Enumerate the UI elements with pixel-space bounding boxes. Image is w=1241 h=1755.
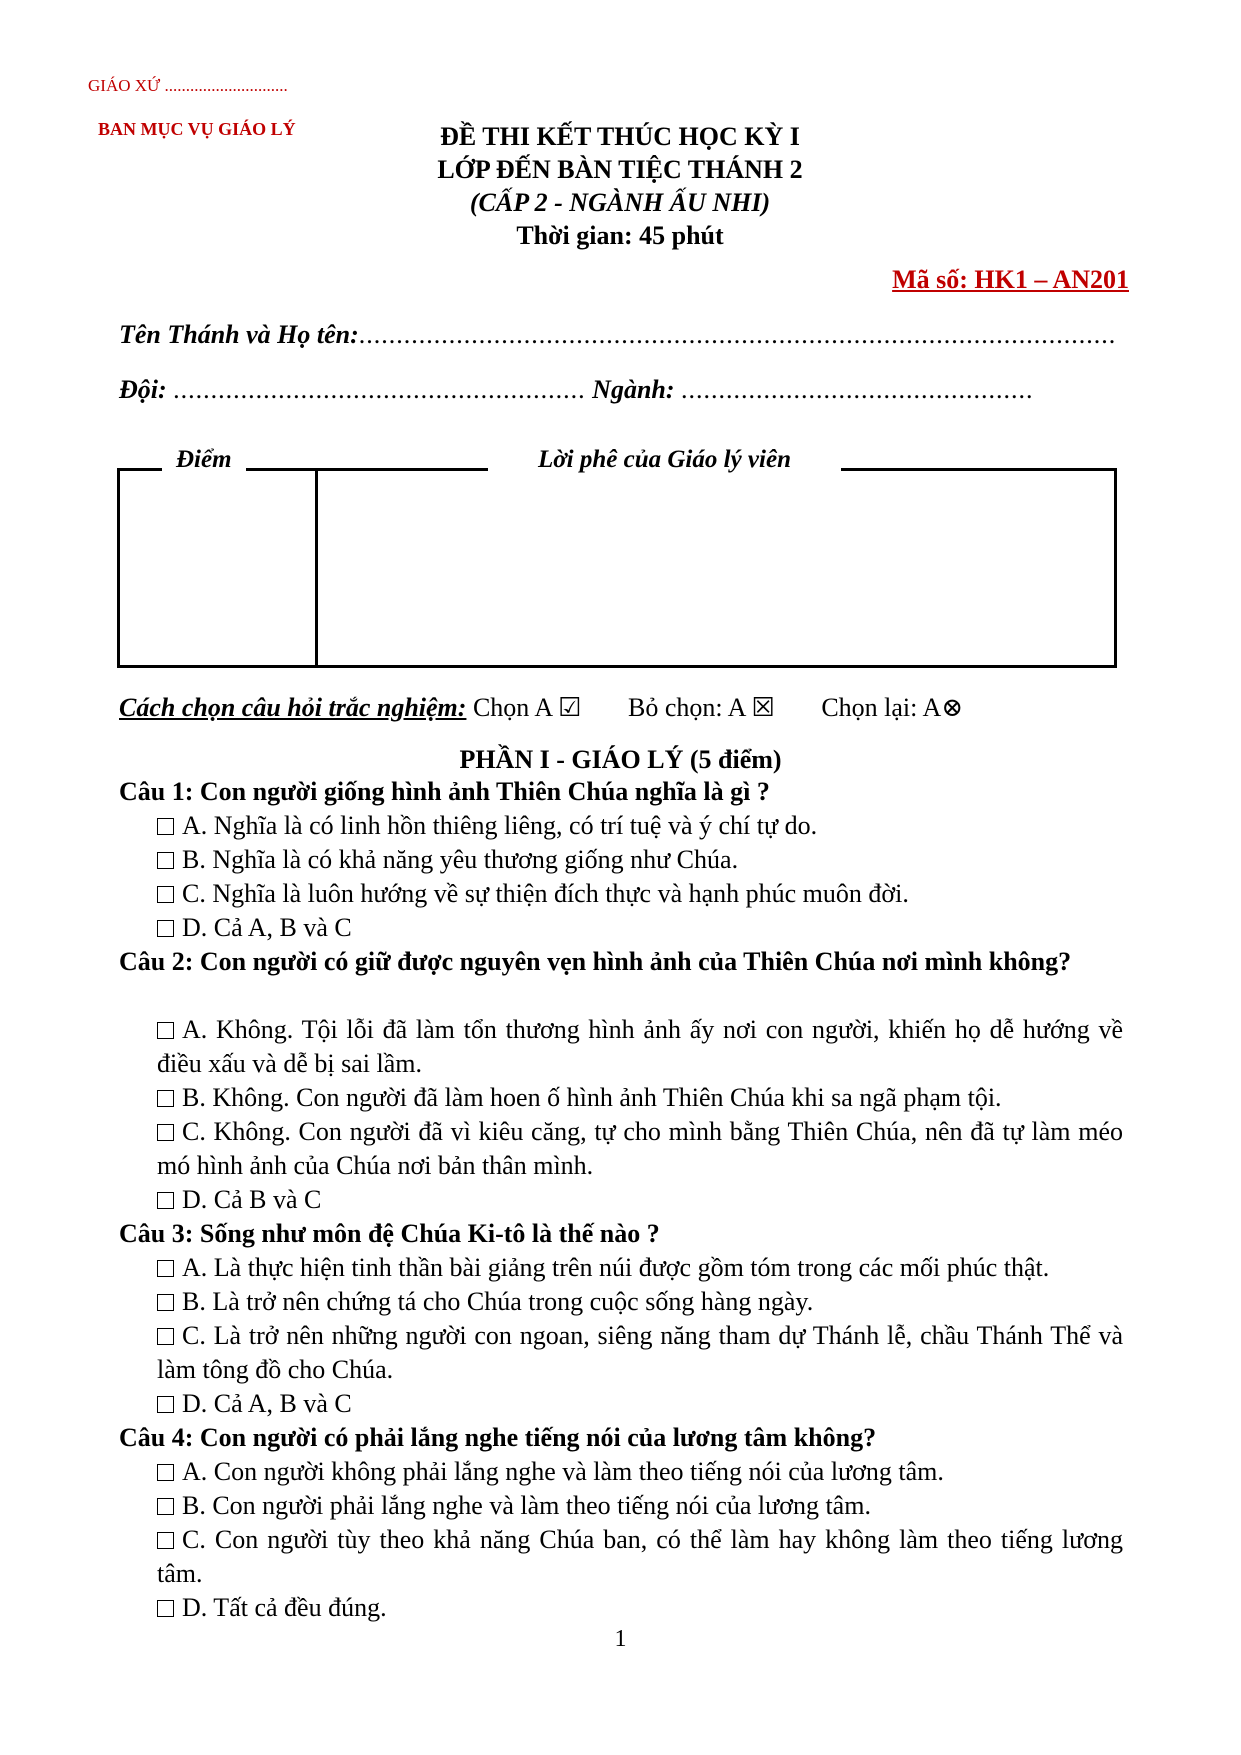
page-number: 1 xyxy=(614,1626,627,1652)
q2-option-c[interactable]: C. Không. Con người đã vì kiêu căng, tự cho mình bằng Thiên Chúa, nên đã tự làm méo mó hình ảnh của Chúa nơi bản thân mình. xyxy=(157,1117,1123,1180)
question-4: Câu 4: Con người có phải lắng nghe tiếng nói của lương tâm không? xyxy=(119,1423,877,1452)
q3-option-a[interactable]: A. Là thực hiện tinh thần bài giảng trên núi được gồm tóm trong các mối phúc thật. xyxy=(157,1251,1123,1285)
select-instruction: Chọn A ☑ xyxy=(472,693,582,722)
checkbox-icon[interactable] xyxy=(157,1532,174,1549)
q4-option-a[interactable]: A. Con người không phải lắng nghe và làm theo tiếng nói của lương tâm. xyxy=(157,1455,1123,1489)
branch-field-label: Ngành: xyxy=(592,375,675,404)
name-field-label: Tên Thánh và Họ tên: xyxy=(119,320,359,349)
part1-title: PHẦN I - GIÁO LÝ (5 điểm) xyxy=(459,745,782,774)
team-field-label: Đội: xyxy=(119,375,167,404)
checkbox-icon[interactable] xyxy=(157,1192,174,1209)
q4-option-c[interactable]: C. Con người tùy theo khả năng Chúa ban, có thể làm hay không làm theo tiếng lương tâm. xyxy=(157,1525,1123,1588)
q2-option-d[interactable]: D. Cả B và C xyxy=(157,1183,1123,1217)
q3-option-b[interactable]: B. Là trở nên chứng tá cho Chúa trong cuộc sống hàng ngày. xyxy=(157,1285,1123,1319)
checkbox-icon[interactable] xyxy=(157,1498,174,1515)
teacher-comment-label: Lời phê của Giáo lý viên xyxy=(488,446,841,474)
checkbox-icon[interactable] xyxy=(157,920,174,937)
exam-title-block xyxy=(380,120,860,252)
q1-option-c[interactable]: C. Nghĩa là luôn hướng về sự thiện đích thực và hạnh phúc muôn đời. xyxy=(157,877,1123,911)
q2-option-a[interactable]: A. Không. Tội lỗi đã làm tổn thương hình ảnh ấy nơi con người, khiến họ dễ hướng về điều xấu và dễ bị sai lầm. xyxy=(157,1015,1123,1078)
exam-code: Mã số: HK1 – AN201 xyxy=(892,265,1129,294)
checkbox-icon[interactable] xyxy=(157,852,174,869)
exam-title: ĐỀ THI KẾT THÚC HỌC KỲ I xyxy=(440,122,800,151)
answer-instructions xyxy=(119,693,963,723)
instructions-label: Cách chọn câu hỏi trắc nghiệm: xyxy=(119,693,467,722)
q1-option-a[interactable]: A. Nghĩa là có linh hồn thiêng liêng, có trí tuệ và ý chí tự do. xyxy=(157,809,1123,843)
level-subtitle: (CẤP 2 - NGÀNH ẤU NHI) xyxy=(469,188,771,217)
name-field[interactable] xyxy=(119,320,1116,350)
checkbox-icon[interactable] xyxy=(157,886,174,903)
question-2: Câu 2: Con người có giữ được nguyên vẹn hình ảnh của Thiên Chúa nơi mình không? xyxy=(119,947,1072,976)
grade-box-divider xyxy=(315,468,318,668)
question-3: Câu 3: Sống như môn đệ Chúa Ki-tô là thế nào ? xyxy=(119,1219,660,1248)
checkbox-icon[interactable] xyxy=(157,1090,174,1107)
team-branch-row xyxy=(119,375,1034,405)
grade-box xyxy=(117,468,1117,668)
q2-option-b[interactable]: B. Không. Con người đã làm hoen ố hình ảnh Thiên Chúa khi sa ngã phạm tội. xyxy=(157,1081,1123,1115)
checkbox-icon[interactable] xyxy=(157,1022,174,1039)
checkbox-icon[interactable] xyxy=(157,818,174,835)
reselect-instruction: Chọn lại: A⊗ xyxy=(821,693,964,722)
checkbox-icon[interactable] xyxy=(157,1328,174,1345)
department-label: BAN MỤC VỤ GIÁO LÝ xyxy=(98,119,296,139)
parish-label: GIÁO XỨ ............................. xyxy=(88,76,288,95)
question-1: Câu 1: Con người giống hình ảnh Thiên Chúa nghĩa là gì ? xyxy=(119,777,770,806)
team-field-dots[interactable]: ....................................................... xyxy=(173,375,586,404)
q3-option-d[interactable]: D. Cả A, B và C xyxy=(157,1387,1123,1421)
checkbox-icon[interactable] xyxy=(157,1124,174,1141)
checkbox-icon[interactable] xyxy=(157,1294,174,1311)
q1-option-d[interactable]: D. Cả A, B và C xyxy=(157,911,1123,945)
class-title: LỚP ĐẾN BÀN TIỆC THÁNH 2 xyxy=(437,155,803,184)
checkbox-icon[interactable] xyxy=(157,1396,174,1413)
q1-option-b[interactable]: B. Nghĩa là có khả năng yêu thương giống như Chúa. xyxy=(157,843,1123,877)
q4-option-d[interactable]: D. Tất cả đều đúng. xyxy=(157,1591,1123,1625)
name-field-dots: ..................................................................................................... xyxy=(358,320,1117,349)
checkbox-icon[interactable] xyxy=(157,1464,174,1481)
deselect-instruction: Bỏ chọn: A ☒ xyxy=(628,693,775,722)
checkbox-icon[interactable] xyxy=(157,1260,174,1277)
q3-option-c[interactable]: C. Là trở nên những người con ngoan, siêng năng tham dự Thánh lễ, chầu Thánh Thể và làm tông đồ cho Chúa. xyxy=(157,1321,1123,1384)
branch-field-dots[interactable]: ............................................... xyxy=(681,375,1034,404)
duration-label: Thời gian: 45 phút xyxy=(516,221,724,250)
q4-option-b[interactable]: B. Con người phải lắng nghe và làm theo tiếng nói của lương tâm. xyxy=(157,1489,1123,1523)
checkbox-icon[interactable] xyxy=(157,1600,174,1617)
score-label: Điểm xyxy=(162,446,246,474)
